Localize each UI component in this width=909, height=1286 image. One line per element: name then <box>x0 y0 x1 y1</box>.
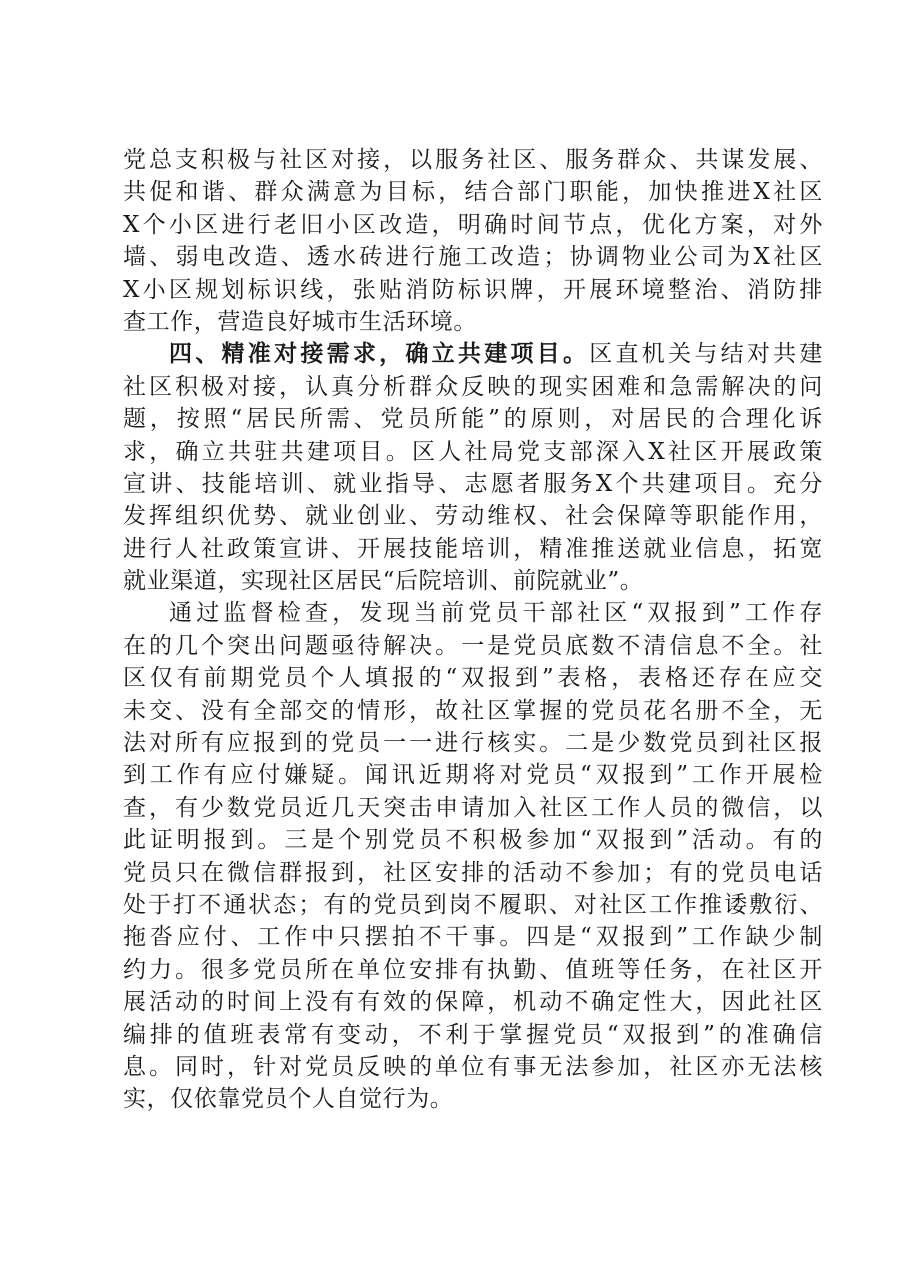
text-line: 约力。很多党员所在单位安排有执勤、值班等任务，在社区开 <box>123 956 823 983</box>
paragraph-1 <box>123 144 823 338</box>
text-line: 此证明报到。三是个别党员不积极参加“双报到”活动。有的 <box>123 827 823 854</box>
paragraph-first-line: 通过监督检查，发现当前党员干部社区“双报到”工作存 <box>169 600 823 627</box>
text-line: 进行人社政策宣讲、开展技能培训，精准推送就业信息，拓宽 <box>123 535 823 562</box>
text-line: 查工作，营造良好城市生活环境。 <box>123 308 477 335</box>
paragraph-3 <box>123 597 823 1115</box>
text-line: 发挥组织优势、就业创业、劳动维权、社会保障等职能作用， <box>123 503 823 530</box>
text-line: X个小区进行老旧小区改造，明确时间节点，优化方案，对外 <box>123 211 823 238</box>
text-line: 编排的值班表常有变动，不利于掌握党员“双报到”的准确信 <box>123 1021 823 1048</box>
text-line: 到工作有应付嫌疑。闻讯近期将对党员“双报到”工作开展检 <box>123 762 823 789</box>
text-line: 墙、弱电改造、透水砖进行施工改造；协调物业公司为X社区 <box>123 244 823 271</box>
text-line: 法对所有应报到的党员一一进行核实。二是少数党员到社区报 <box>123 730 823 757</box>
text-line: 查，有少数党员近几天突击申请加入社区工作人员的微信，以 <box>123 794 823 821</box>
text-line: 宣讲、技能培训、就业指导、志愿者服务X个共建项目。充分 <box>123 470 823 497</box>
text-line: 党总支积极与社区对接，以服务社区、服务群众、共谋发展、 <box>123 147 823 173</box>
text-line: 就业渠道，实现社区居民“后院培训、前院就业”。 <box>123 568 644 595</box>
text-line: 党员只在微信群报到，社区安排的活动不参加；有的党员电话 <box>123 859 823 886</box>
text-line: 求，确立共驻共建项目。区人社局党支部深入X社区开展政策 <box>123 438 823 465</box>
text-line: 息。同时，针对党员反映的单位有事无法参加，社区亦无法核 <box>123 1053 823 1080</box>
section-first-line-text: 区直机关与结对共建 <box>589 341 823 368</box>
text-line: 共促和谐、群众满意为目标，结合部门职能，加快推进X社区 <box>123 179 823 206</box>
paragraph-2 <box>123 338 823 597</box>
text-line: 未交、没有全部交的情形，故社区掌握的党员花名册不全，无 <box>123 697 823 724</box>
text-line: X小区规划标识线，张贴消防标识牌，开展环境整治、消防排 <box>123 276 823 303</box>
section-heading: 四、精准对接需求，确立共建项目。 <box>169 340 590 368</box>
document-page <box>123 144 823 1116</box>
text-line: 题，按照“居民所需、党员所能”的原则，对居民的合理化诉 <box>123 406 823 433</box>
section-first-line <box>123 338 823 370</box>
text-line: 拖沓应付、工作中只摆拍不干事。四是“双报到”工作缺少制 <box>123 924 823 951</box>
text-line: 实，仅依靠党员个人自觉行为。 <box>123 1086 454 1113</box>
text-line: 处于打不通状态；有的党员到岗不履职、对社区工作推诿敷衍、 <box>123 891 823 918</box>
text-line: 区仅有前期党员个人填报的“双报到”表格，表格还存在应交 <box>123 665 823 692</box>
text-line: 在的几个突出问题亟待解决。一是党员底数不清信息不全。社 <box>123 632 823 659</box>
text-line: 展活动的时间上没有有效的保障，机动不确定性大，因此社区 <box>123 989 823 1016</box>
text-line: 社区积极对接，认真分析群众反映的现实困难和急需解决的问 <box>123 373 823 400</box>
